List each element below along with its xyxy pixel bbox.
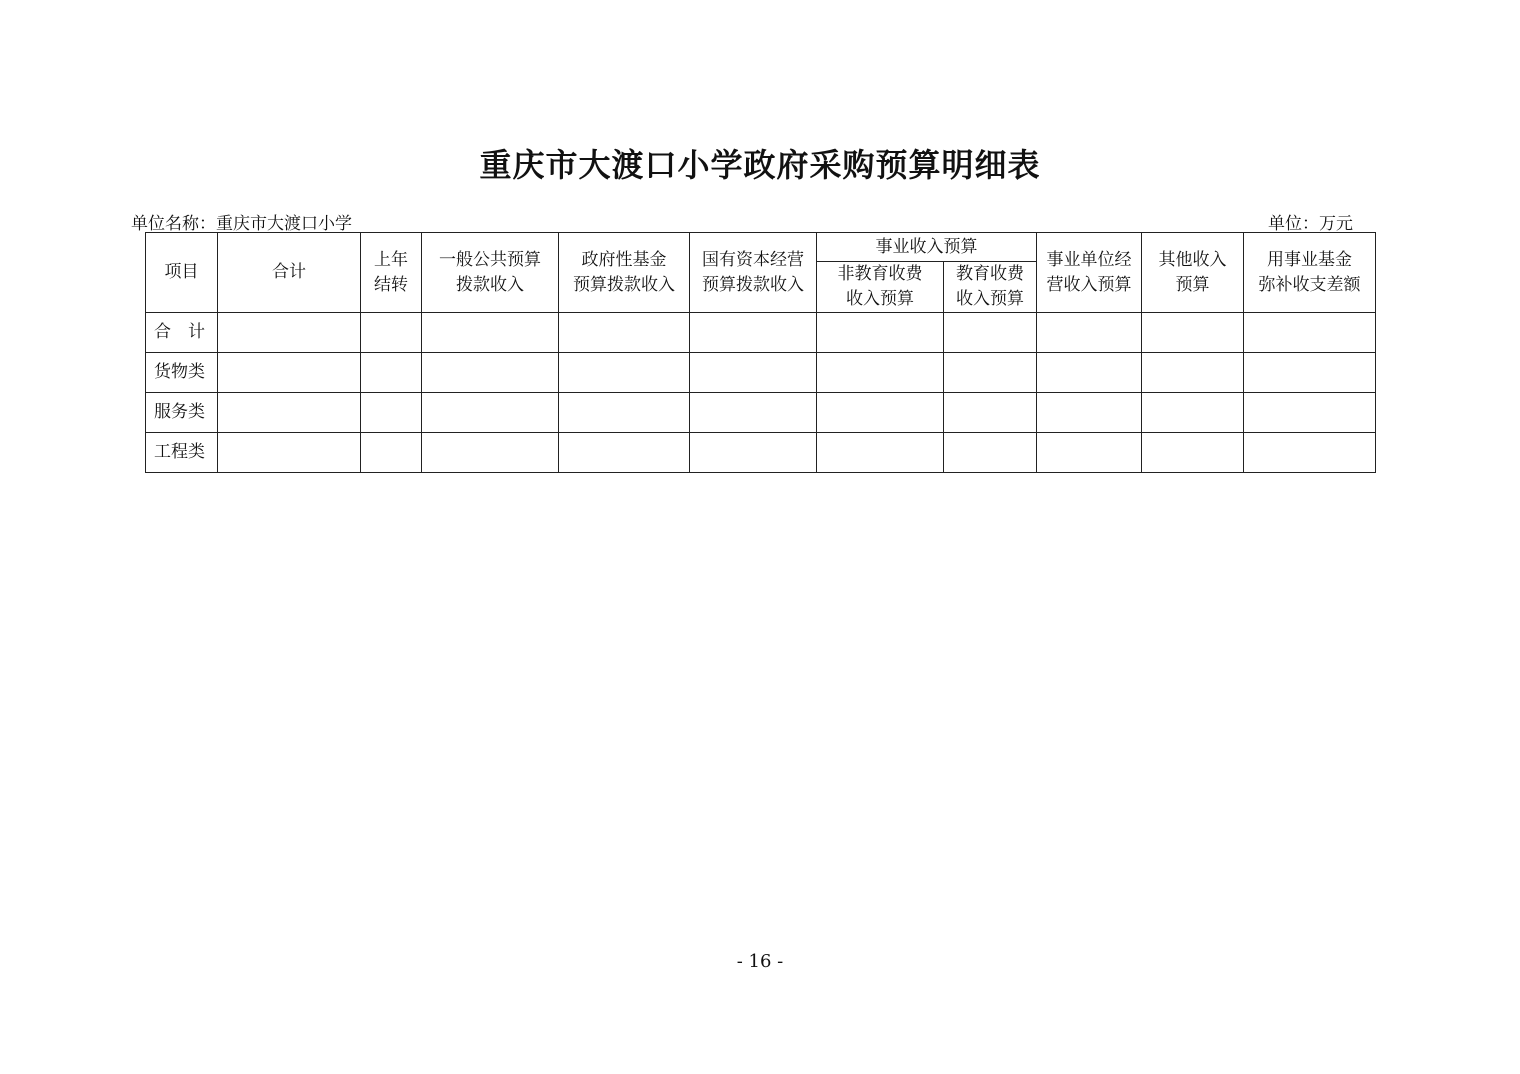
table-cell — [690, 313, 817, 353]
header-edu-fee: 教育收费 收入预算 — [944, 262, 1037, 313]
header-career-income: 事业收入预算 — [817, 233, 1037, 262]
table-cell — [1244, 353, 1376, 393]
header-non-edu-fee: 非教育收费 收入预算 — [817, 262, 944, 313]
table-row — [146, 433, 1376, 473]
header-state-capital: 国有资本经营 预算拨款收入 — [690, 233, 817, 313]
table-cell — [218, 433, 361, 473]
header-item: 项目 — [146, 233, 218, 313]
currency-unit: 单位：万元 — [1268, 214, 1353, 234]
table-cell — [1244, 433, 1376, 473]
page-title: 重庆市大渡口小学政府采购预算明细表 — [479, 146, 1041, 184]
table-cell — [422, 313, 559, 353]
row-label: 工程类 — [146, 433, 218, 473]
table-cell — [559, 313, 690, 353]
table-cell — [1037, 353, 1142, 393]
table-cell — [817, 433, 944, 473]
table-cell — [1142, 393, 1244, 433]
header-general-public: 一般公共预算 拨款收入 — [422, 233, 559, 313]
header-other: 其他收入 预算 — [1142, 233, 1244, 313]
row-label: 合 计 — [146, 313, 218, 353]
header-carryover: 上年 结转 — [361, 233, 422, 313]
table-cell — [559, 353, 690, 393]
table-cell — [218, 313, 361, 353]
table-cell — [361, 393, 422, 433]
table-cell — [817, 353, 944, 393]
table-cell — [817, 393, 944, 433]
table-row — [146, 393, 1376, 433]
table-cell — [690, 393, 817, 433]
table-cell — [422, 433, 559, 473]
header-fund-balance: 用事业基金 弥补收支差额 — [1244, 233, 1376, 313]
table-cell — [817, 313, 944, 353]
table-cell — [1037, 393, 1142, 433]
table-cell — [944, 433, 1037, 473]
table-cell — [944, 353, 1037, 393]
table-cell — [1244, 393, 1376, 433]
header-total: 合计 — [218, 233, 361, 313]
table-cell — [944, 313, 1037, 353]
table-cell — [1037, 433, 1142, 473]
table-cell — [422, 393, 559, 433]
row-label: 货物类 — [146, 353, 218, 393]
table-cell — [944, 393, 1037, 433]
row-label: 服务类 — [146, 393, 218, 433]
page-number: - 16 - — [736, 951, 784, 972]
table-cell — [1142, 353, 1244, 393]
table-cell — [361, 433, 422, 473]
table-cell — [690, 433, 817, 473]
table-cell — [218, 393, 361, 433]
table-row — [146, 313, 1376, 353]
table-cell — [559, 433, 690, 473]
table-cell — [218, 353, 361, 393]
table-cell — [361, 313, 422, 353]
table-cell — [1037, 313, 1142, 353]
table-cell — [1244, 313, 1376, 353]
table-row — [146, 353, 1376, 393]
table-cell — [1142, 433, 1244, 473]
unit-name: 单位名称：重庆市大渡口小学 — [131, 214, 352, 234]
header-operating: 事业单位经 营收入预算 — [1037, 233, 1142, 313]
header-gov-fund: 政府性基金 预算拨款收入 — [559, 233, 690, 313]
table-cell — [690, 353, 817, 393]
table-cell — [1142, 313, 1244, 353]
table-cell — [559, 393, 690, 433]
procurement-budget-table — [145, 232, 1376, 473]
table-cell — [361, 353, 422, 393]
table-cell — [422, 353, 559, 393]
